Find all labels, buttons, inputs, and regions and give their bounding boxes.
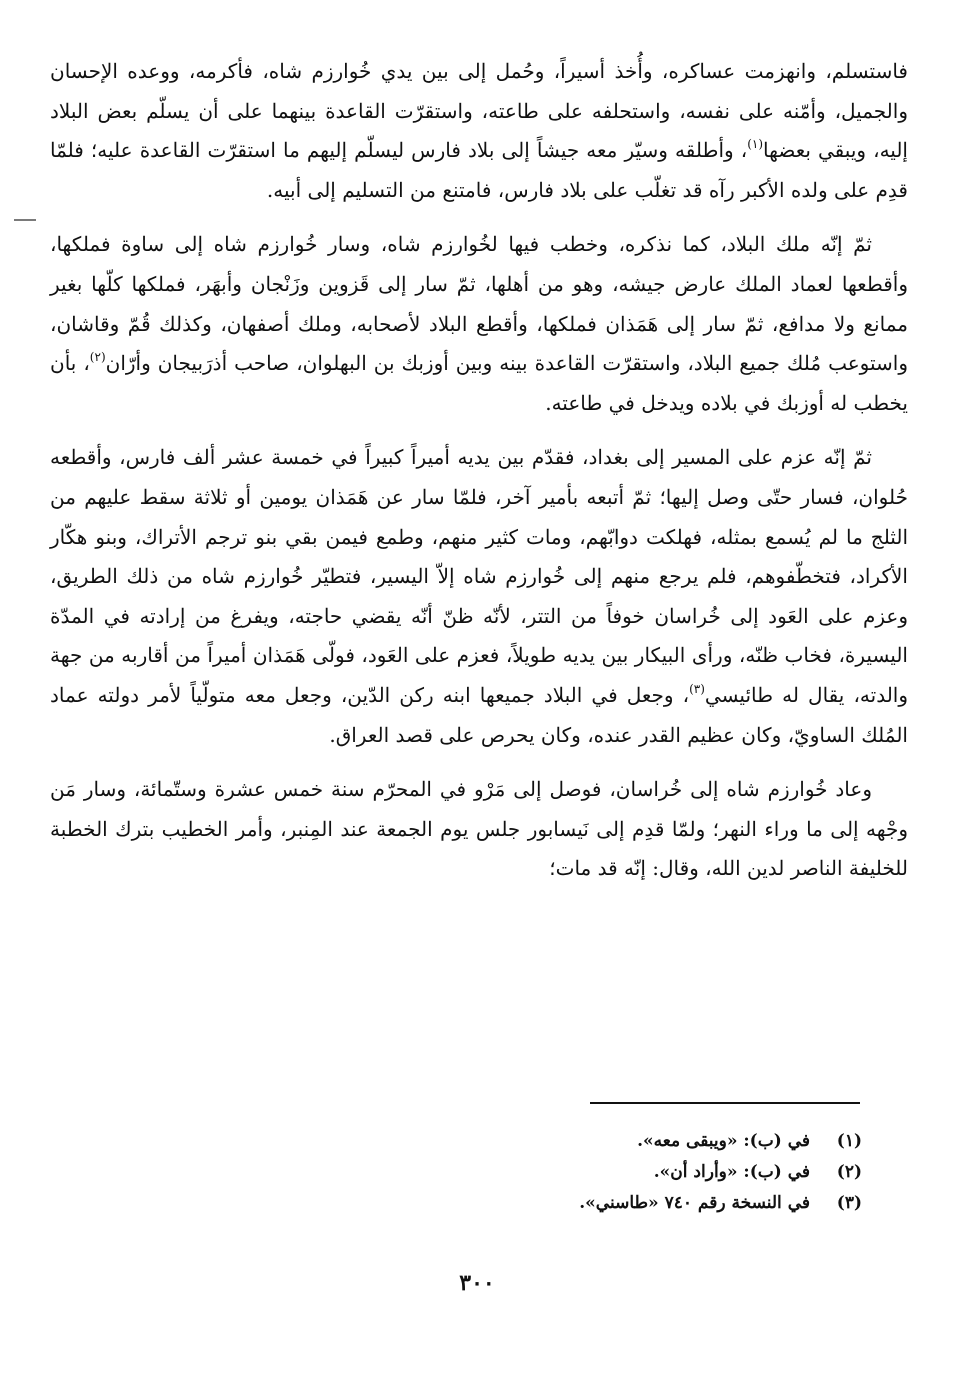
paragraph-1-text-b: ، وأطلقه وسيّر معه جيشاً إلى بلاد فارس ليسلّم إليهم ما استقرّت القاعدة عليه؛ فلمّا قدِم على ولده الأكبر رآه قد تغلّب على بلاد فارس، فامتنع من التسليم إلى أبيه. [50,138,908,202]
paragraph-3 [50,438,908,755]
margin-scan-mark [14,219,36,221]
paragraph-3-text-b: ، وجعل في البلاد جميعها ابنه ركن الدّين، وجعل معه متولّياً لأمر دولته عماد المُلك الساويّ، وكان عظيم القدر عنده، وكان يحرص على قصد العراق. [50,682,908,747]
footnote-text: في (ب): «وأراد أن». [653,1162,810,1182]
page-number: ٣٠٠ [459,1270,495,1296]
footnote-2 [300,1157,862,1188]
paragraph-2-text-a: ثمّ إنّه ملك البلاد، كما نذكره، وخطب فيها لخُوارزم شاه، وسار خُوارزم شاه إلى ساوة فملكها، وأقطعها لعماد الملك عارض جيشه، وهو من أهلها، ثمّ سار إلى قَزوين وزَنْجان وأبهَر، فملكها كلّها بغير ممانع ولا مدافع، ثمّ سار إلى هَمَذان فملكها، وأقطع البلاد لأصحابه، وملك أصفهان، وكذلك قُمّ وقاشان، واستوعب مُلك جميع البلاد، واستقرّت القاعدة بينه وبين أوزبك بن البهلوان، صاحب أذرَبيجان وأرّان [50,232,908,376]
footnote-text: في (ب): «ويبقى معه». [637,1131,810,1151]
footnote-number: (١) [836,1131,862,1151]
footnote-ref-1: (١) [747,137,764,152]
footnote-number: (٣) [836,1193,862,1213]
footnote-1 [300,1126,862,1157]
footnote-ref-3: (٣) [689,681,705,696]
footnote-ref-2: (٢) [89,350,106,365]
paragraph-1-text-a: فاستسلم، وانهزمت عساكره، وأُخذ أسيراً، وحُمل إلى بين يدي خُوارزم شاه، فأكرمه، ووعده الإحسان والجميل، وأمّنه على نفسه، واستحلفه على طاعته، واستقرّت القاعدة بينهما على أن يسلّم بعض البلاد إليه، ويبقي بعضها [50,59,908,163]
paragraph-1 [50,52,908,210]
main-text [50,52,908,889]
paragraph-2-text-b: ، بأن يخطب له أوزبك في بلاده ويدخل في طاعته. [50,351,908,415]
footnote-3 [300,1188,862,1219]
footnote-number: (٢) [836,1162,862,1182]
paragraph-3-text-a: ثمّ إنّه عزم على المسير إلى بغداد، فقدّم بين يديه أميراً كبيراً في خمسة عشر ألف فارس، وأقطعه حُلوان، فسار حتّى وصل إليها؛ ثمّ أتبعه بأمير آخر، فلمّا سار عن هَمَذان يومين أو ثلاثة سقط عليهم من الثلج ما لم يُسمع بمثله، فهلكت دوابّهم، ومات كثير منهم، وطمع فيمن بقي بنو ترجم الأتراك، وبنو هكّار الأكراد، فتخطّفوهم، فلم يرجع منهم إلى خُوارزم شاه إلاّ اليسير، فتطيّر خُوارزم شاه من ذلك الطريق، وعزم على العَود إلى خُراسان خوفاً من التتر، لأنّه ظنّ أنّه يقضي حاجته، ويفرغ من إرادته في المدّة اليسيرة، فخاب ظنّه، ورأى البيكار بين يديه طويلاً، فعزم على العَود، فولّى هَمَذان أميراً من أقاربه من جهة والدته، يقال له طائيسي [50,445,908,707]
paragraph-4-text: وعاد خُوارزم شاه إلى خُراسان، فوصل إلى مَرْو في المحرّم سنة خمس عشرة وستّمائة، وسار مَن وجْهه إلى ما وراء النهر؛ ولمّا قدِم إلى نَيسابور جلس يوم الجمعة عند المِنبر، وأمر الخطيب بترك الخطبة للخليفة الناصر لدين الله، وقال: إنّه قد مات؛ [50,777,908,881]
footnote-separator [590,1102,860,1104]
paragraph-2 [50,225,908,423]
footnotes [300,1126,862,1219]
footnote-text: في النسخة رقم ٧٤٠ «طاسني». [579,1193,810,1213]
paragraph-4 [50,770,908,889]
